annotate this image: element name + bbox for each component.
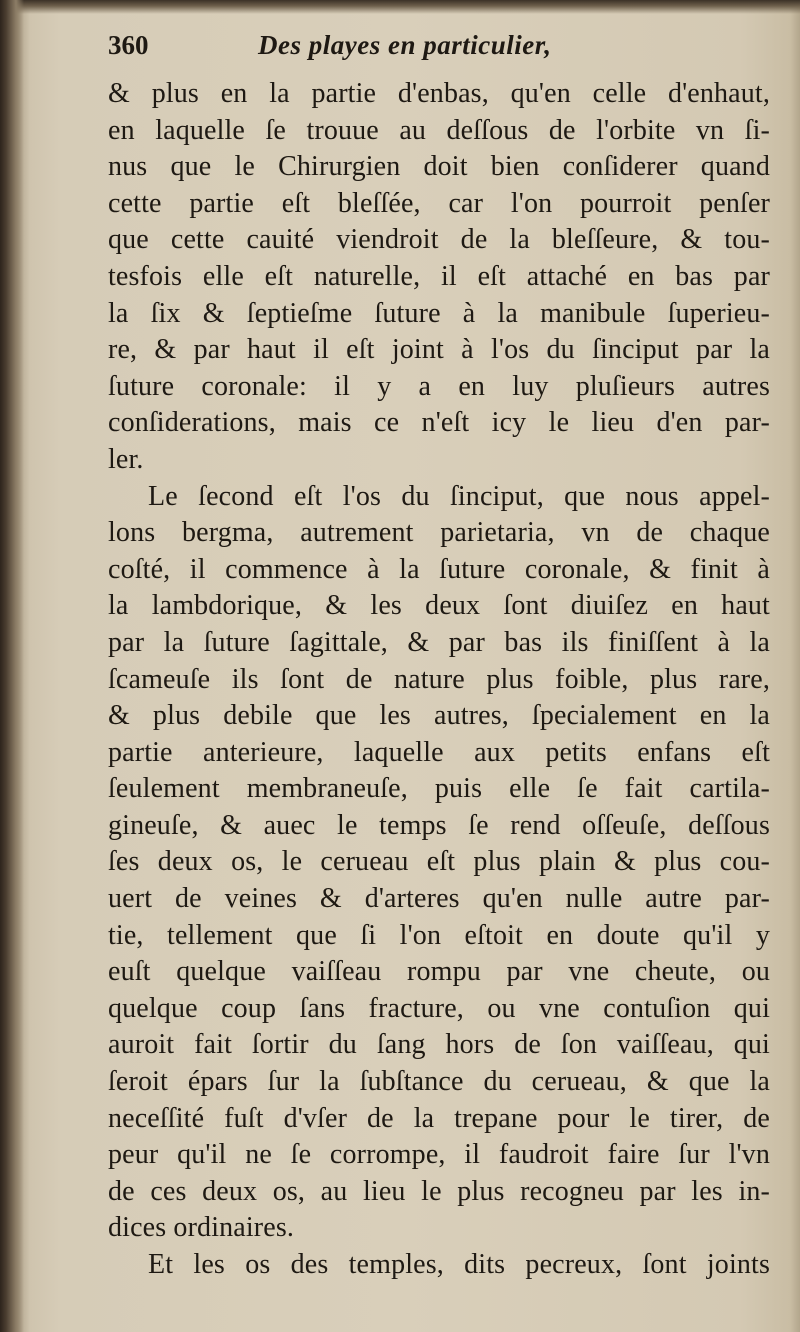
text-line: ſeulement membraneuſe, puis elle ſe fait cartila-: [108, 773, 770, 805]
text-line: auroit fait ſortir du ſang hors de ſon vaiſſeau, qui: [108, 1029, 770, 1061]
text-line: conſiderations, mais ce n'eſt icy le lieu d'en par-: [108, 407, 770, 439]
text-line: neceſſité fuſt d'vſer de la trepane pour le tirer, de: [108, 1102, 770, 1134]
text-line: peur qu'il ne ſe corrompe, il faudroit faire ſur l'vn: [108, 1139, 770, 1171]
text-line: ſeroit épars ſur la ſubſtance du cerueau, & que la: [108, 1066, 770, 1098]
text-line: uert de veines & d'arteres qu'en nulle autre par-: [108, 883, 770, 915]
page-binding-edge: [0, 0, 24, 1332]
text-line: nus que le Chirurgien doit bien conſiderer quand: [108, 151, 770, 183]
text-line: en laquelle ſe trouue au deſſous de l'orbite vn ſi-: [108, 114, 770, 146]
text-line: partie anterieure, laquelle aux petits enfans eſt: [108, 736, 770, 768]
text-line: re, & par haut il eſt joint à l'os du ſinciput par la: [108, 334, 770, 366]
text-line: ſes deux os, le cerueau eſt plus plain & plus cou-: [108, 846, 770, 878]
text-line: ler.: [108, 443, 144, 475]
page-number: 360: [108, 30, 149, 60]
paragraph-start-line: Le ſecond eſt l'os du ſinciput, que nous appel-: [148, 480, 770, 512]
body-text: [108, 76, 770, 1284]
text-line: gineuſe, & auec le temps ſe rend oſſeuſe, deſſous: [108, 809, 770, 841]
text-line: lons bergma, autrement parietaria, vn de chaque: [108, 517, 770, 549]
text-line: & plus en la partie d'enbas, qu'en celle d'enhaut,: [108, 78, 770, 109]
text-line: la lambdorique, & les deux ſont diuiſez en haut: [108, 590, 770, 622]
text-line: ſcameuſe ils ſont de nature plus foible, plus rare,: [108, 663, 770, 695]
text-line: quelque coup ſans fracture, ou vne contuſion qui: [108, 992, 770, 1024]
page-header: [108, 30, 770, 76]
running-title: Des playes en particulier,: [258, 30, 552, 60]
text-line: la ſix & ſeptieſme ſuture à la manibule ſuperieu-: [108, 297, 770, 329]
text-line: & plus debile que les autres, ſpecialement en la: [108, 700, 770, 732]
text-line: dices ordinaires.: [108, 1212, 295, 1244]
text-line: tesfois elle eſt naturelle, il eſt attaché en bas par: [108, 260, 770, 292]
text-line: par la ſuture ſagittale, & par bas ils finiſſent à la: [108, 626, 770, 658]
paragraph-start-line: Et les os des temples, dits pecreux, ſont joints: [148, 1249, 770, 1280]
text-line: que cette cauité viendroit de la bleſſeure, & tou-: [108, 224, 770, 256]
text-line: coſté, il commence à la ſuture coronale, & finit à: [108, 553, 770, 585]
page-top-shadow: [0, 0, 800, 14]
text-line: ſuture coronale: il y a en luy pluſieurs autres: [108, 370, 770, 402]
text-line: tie, tellement que ſi l'on eſtoit en doute qu'il y: [108, 919, 770, 951]
text-line: de ces deux os, au lieu le plus recogneu par les in-: [108, 1175, 770, 1207]
text-line: cette partie eſt bleſſée, car l'on pourroit penſer: [108, 187, 770, 219]
page-text-block: [108, 30, 770, 1284]
text-line: euſt quelque vaiſſeau rompu par vne cheute, ou: [108, 956, 770, 988]
